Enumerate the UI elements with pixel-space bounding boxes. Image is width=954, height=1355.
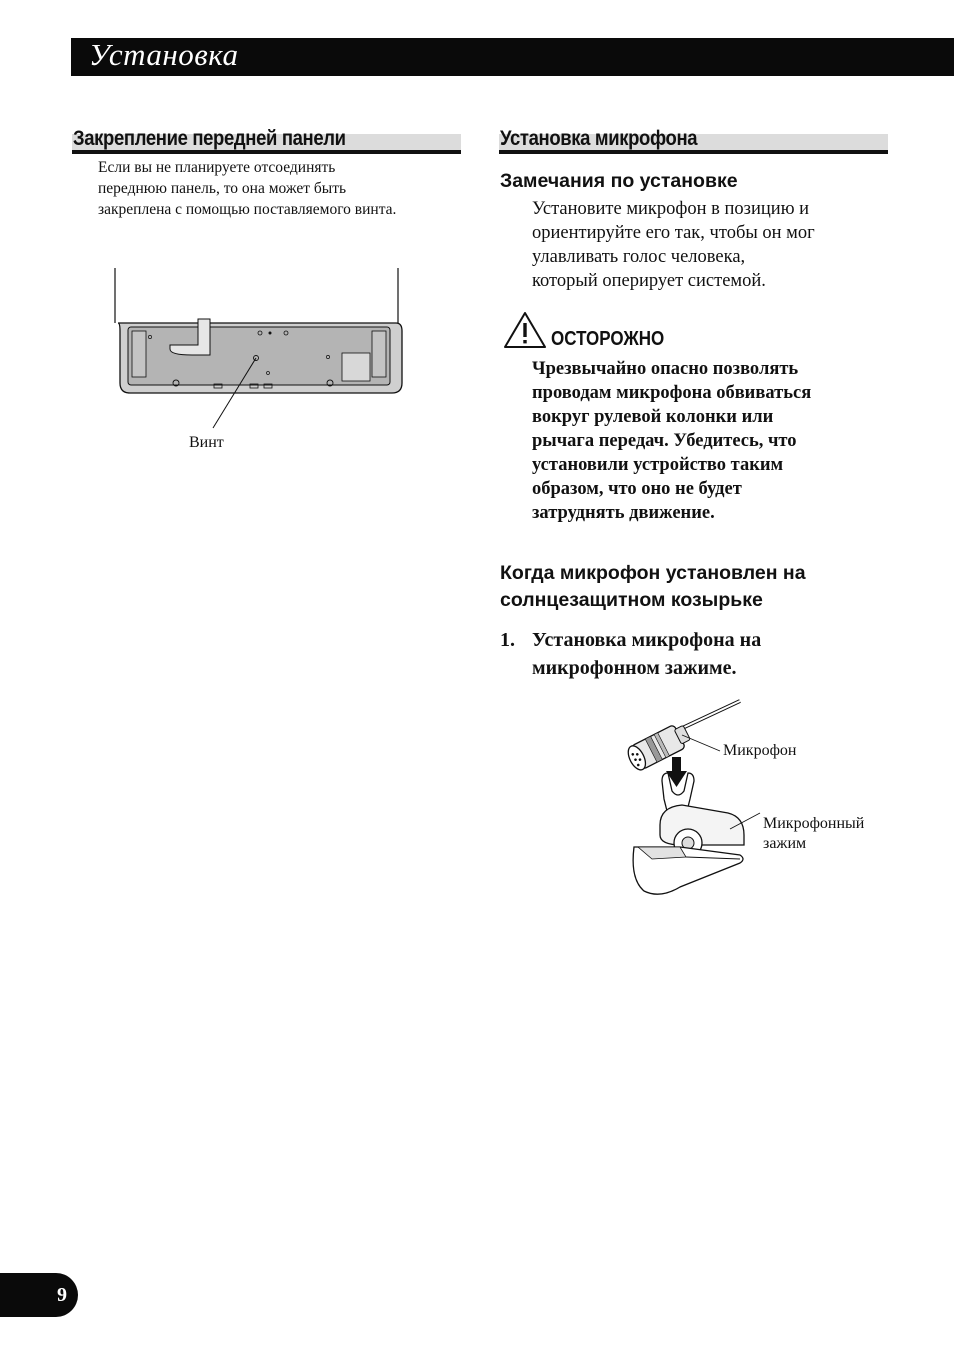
section-heading-text: Установка микрофона [500, 127, 698, 150]
step-text [532, 626, 872, 682]
paragraph-line: который оперирует системой. [532, 271, 766, 291]
caution-line: образом, что оно не будет [532, 479, 742, 499]
step-line: микрофонном зажиме. [532, 657, 737, 679]
section-heading-microphone [499, 128, 888, 154]
caution-line: Чрезвычайно опасно позволять [532, 359, 799, 379]
clip-label [763, 814, 864, 854]
paragraph-line: ориентируйте его так, чтобы он мог [532, 223, 815, 243]
paragraph-line: Если вы не планируете отсоединять [98, 159, 336, 176]
step-line: Установка микрофона на [532, 629, 762, 651]
page-title: Установка [89, 37, 239, 72]
caution-line: установили устройство таким [532, 455, 784, 475]
front-panel-paragraph [98, 157, 463, 220]
microphone-label: Микрофон [723, 742, 797, 759]
warning-triangle-icon [503, 311, 547, 349]
header-banner [71, 38, 954, 76]
paragraph-line: Установите микрофон в позицию и [532, 199, 810, 219]
caution-title: ОСТОРОЖНО [551, 328, 665, 350]
paragraph-line: улавливать голос человека, [532, 247, 746, 267]
section-heading-text: Закрепление передней панели [73, 127, 346, 150]
notes-paragraph [532, 197, 872, 293]
caution-line: вокруг рулевой колонки или [532, 407, 774, 427]
visor-heading [500, 560, 890, 614]
clip-label-line: зажим [763, 835, 807, 852]
paragraph-line: переднюю панель, то она может быть [98, 180, 347, 197]
paragraph-line: закреплена с помощью поставляемого винта. [98, 201, 397, 218]
microphone-clip-illustration [620, 695, 760, 895]
screw-label: Винт [189, 434, 224, 451]
step-number: 1. [500, 629, 515, 651]
page-number-tab [0, 1273, 78, 1317]
page-number: 9 [57, 1284, 67, 1306]
heading-line: Когда микрофон установлен на [500, 562, 806, 584]
notes-heading: Замечания по установке [500, 170, 738, 192]
caution-line: проводам микрофона обвиваться [532, 383, 812, 403]
caution-line: рычага передач. Убедитесь, что [532, 431, 797, 451]
caution-text [532, 357, 862, 525]
caution-line: затруднять движение. [532, 503, 715, 523]
clip-label-line: Микрофонный [763, 815, 865, 832]
front-panel-illustration [110, 265, 410, 415]
heading-line: солнцезащитном козырьке [500, 589, 763, 611]
section-heading-front-panel [72, 128, 461, 154]
